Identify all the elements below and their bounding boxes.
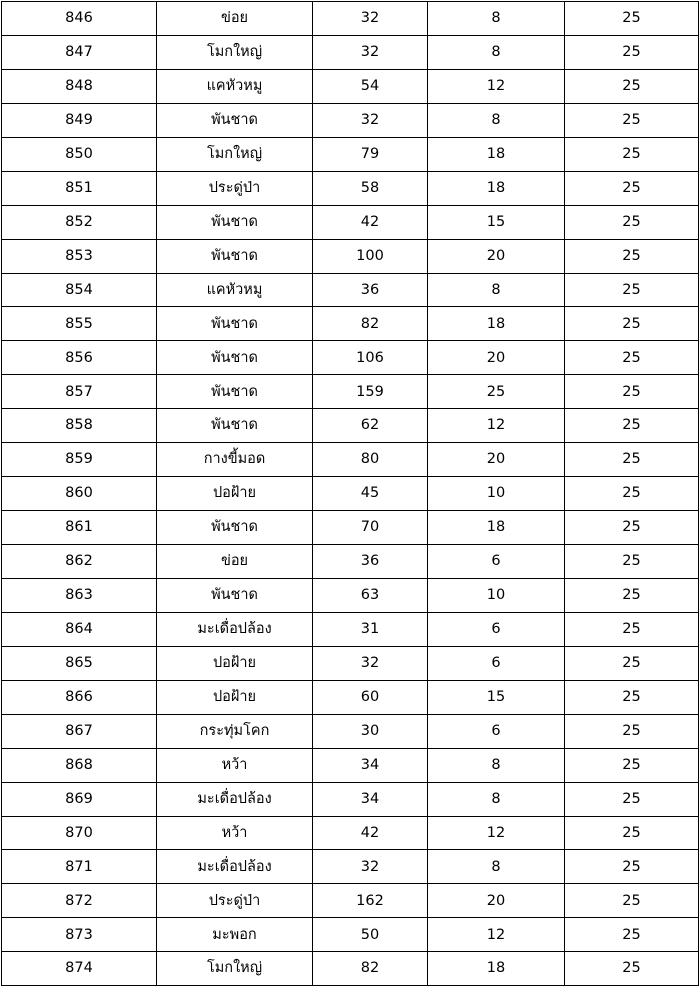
table-body <box>2 2 699 986</box>
tree-number-cell: 854 <box>2 273 157 307</box>
value-b-cell: 15 <box>428 680 565 714</box>
tree-number-cell: 863 <box>2 578 157 612</box>
value-c-cell: 25 <box>565 171 699 205</box>
value-c-cell: 25 <box>565 35 699 69</box>
table-row <box>2 511 699 545</box>
species-cell: ประดู่ป่า <box>157 884 313 918</box>
tree-number-cell: 869 <box>2 782 157 816</box>
value-b-cell: 8 <box>428 103 565 137</box>
value-b-cell: 6 <box>428 545 565 579</box>
table-row <box>2 816 699 850</box>
value-b-cell: 10 <box>428 578 565 612</box>
tree-number-cell: 873 <box>2 918 157 952</box>
value-a-cell: 42 <box>313 205 428 239</box>
value-b-cell: 20 <box>428 239 565 273</box>
value-a-cell: 82 <box>313 307 428 341</box>
value-b-cell: 8 <box>428 273 565 307</box>
table-row <box>2 680 699 714</box>
table-row <box>2 2 699 36</box>
value-a-cell: 54 <box>313 69 428 103</box>
species-cell: โมกใหญ่ <box>157 35 313 69</box>
species-cell: ปอฝ้าย <box>157 680 313 714</box>
table-row <box>2 850 699 884</box>
value-a-cell: 45 <box>313 477 428 511</box>
value-a-cell: 63 <box>313 578 428 612</box>
table-row <box>2 477 699 511</box>
value-c-cell: 25 <box>565 477 699 511</box>
tree-number-cell: 850 <box>2 137 157 171</box>
species-cell: แคหัวหมู <box>157 69 313 103</box>
table-row <box>2 307 699 341</box>
value-c-cell: 25 <box>565 884 699 918</box>
tree-data-table <box>1 1 699 986</box>
table-row <box>2 409 699 443</box>
species-cell: มะพอก <box>157 918 313 952</box>
table-row <box>2 748 699 782</box>
value-b-cell: 18 <box>428 511 565 545</box>
value-b-cell: 15 <box>428 205 565 239</box>
tree-number-cell: 852 <box>2 205 157 239</box>
value-c-cell: 25 <box>565 850 699 884</box>
species-cell: ปอฝ้าย <box>157 477 313 511</box>
species-cell: พันชาด <box>157 341 313 375</box>
value-c-cell: 25 <box>565 2 699 36</box>
tree-number-cell: 851 <box>2 171 157 205</box>
value-a-cell: 159 <box>313 375 428 409</box>
value-c-cell: 25 <box>565 443 699 477</box>
value-a-cell: 32 <box>313 103 428 137</box>
tree-number-cell: 848 <box>2 69 157 103</box>
table-row <box>2 375 699 409</box>
value-a-cell: 62 <box>313 409 428 443</box>
value-b-cell: 8 <box>428 2 565 36</box>
value-c-cell: 25 <box>565 409 699 443</box>
tree-number-cell: 857 <box>2 375 157 409</box>
value-c-cell: 25 <box>565 103 699 137</box>
species-cell: พันชาด <box>157 409 313 443</box>
value-a-cell: 36 <box>313 273 428 307</box>
species-cell: พันชาด <box>157 205 313 239</box>
tree-number-cell: 846 <box>2 2 157 36</box>
value-a-cell: 100 <box>313 239 428 273</box>
value-b-cell: 12 <box>428 816 565 850</box>
table-row <box>2 239 699 273</box>
value-b-cell: 8 <box>428 35 565 69</box>
table-row <box>2 205 699 239</box>
table-row <box>2 35 699 69</box>
species-cell: พันชาด <box>157 239 313 273</box>
table-row <box>2 443 699 477</box>
value-c-cell: 25 <box>565 137 699 171</box>
value-b-cell: 6 <box>428 714 565 748</box>
tree-number-cell: 872 <box>2 884 157 918</box>
table-row <box>2 884 699 918</box>
value-c-cell: 25 <box>565 952 699 986</box>
value-c-cell: 25 <box>565 239 699 273</box>
value-c-cell: 25 <box>565 782 699 816</box>
value-a-cell: 162 <box>313 884 428 918</box>
species-cell: โมกใหญ่ <box>157 952 313 986</box>
species-cell: กางขี้มอด <box>157 443 313 477</box>
value-a-cell: 79 <box>313 137 428 171</box>
value-a-cell: 42 <box>313 816 428 850</box>
value-a-cell: 34 <box>313 748 428 782</box>
tree-number-cell: 847 <box>2 35 157 69</box>
tree-number-cell: 871 <box>2 850 157 884</box>
value-a-cell: 106 <box>313 341 428 375</box>
species-cell: มะเดื่อปล้อง <box>157 782 313 816</box>
value-b-cell: 18 <box>428 171 565 205</box>
tree-number-cell: 861 <box>2 511 157 545</box>
value-a-cell: 30 <box>313 714 428 748</box>
table-row <box>2 612 699 646</box>
species-cell: พันชาด <box>157 103 313 137</box>
value-c-cell: 25 <box>565 545 699 579</box>
value-c-cell: 25 <box>565 375 699 409</box>
species-cell: มะเดื่อปล้อง <box>157 850 313 884</box>
tree-number-cell: 853 <box>2 239 157 273</box>
value-b-cell: 18 <box>428 307 565 341</box>
species-cell: ประดู่ป่า <box>157 171 313 205</box>
value-b-cell: 8 <box>428 850 565 884</box>
tree-number-cell: 856 <box>2 341 157 375</box>
tree-number-cell: 867 <box>2 714 157 748</box>
value-a-cell: 70 <box>313 511 428 545</box>
value-a-cell: 32 <box>313 35 428 69</box>
value-c-cell: 25 <box>565 714 699 748</box>
species-cell: พันชาด <box>157 578 313 612</box>
value-a-cell: 60 <box>313 680 428 714</box>
species-cell: พันชาด <box>157 511 313 545</box>
value-a-cell: 58 <box>313 171 428 205</box>
table-row <box>2 918 699 952</box>
tree-number-cell: 849 <box>2 103 157 137</box>
tree-number-cell: 858 <box>2 409 157 443</box>
table-row <box>2 69 699 103</box>
species-cell: กระทุ่มโคก <box>157 714 313 748</box>
value-a-cell: 32 <box>313 2 428 36</box>
value-b-cell: 20 <box>428 884 565 918</box>
tree-number-cell: 862 <box>2 545 157 579</box>
value-a-cell: 34 <box>313 782 428 816</box>
tree-number-cell: 870 <box>2 816 157 850</box>
species-cell: ปอฝ้าย <box>157 646 313 680</box>
tree-number-cell: 855 <box>2 307 157 341</box>
species-cell: พันชาด <box>157 375 313 409</box>
value-c-cell: 25 <box>565 918 699 952</box>
species-cell: หว้า <box>157 816 313 850</box>
value-b-cell: 25 <box>428 375 565 409</box>
table-row <box>2 545 699 579</box>
table-row <box>2 782 699 816</box>
value-b-cell: 8 <box>428 748 565 782</box>
tree-number-cell: 868 <box>2 748 157 782</box>
value-b-cell: 10 <box>428 477 565 511</box>
value-c-cell: 25 <box>565 816 699 850</box>
value-a-cell: 32 <box>313 646 428 680</box>
value-c-cell: 25 <box>565 307 699 341</box>
species-cell: โมกใหญ่ <box>157 137 313 171</box>
value-b-cell: 12 <box>428 409 565 443</box>
species-cell: ข่อย <box>157 2 313 36</box>
value-b-cell: 6 <box>428 646 565 680</box>
table-row <box>2 646 699 680</box>
table-row <box>2 103 699 137</box>
value-c-cell: 25 <box>565 646 699 680</box>
tree-number-cell: 864 <box>2 612 157 646</box>
value-a-cell: 31 <box>313 612 428 646</box>
species-cell: พันชาด <box>157 307 313 341</box>
value-c-cell: 25 <box>565 748 699 782</box>
value-c-cell: 25 <box>565 273 699 307</box>
tree-number-cell: 860 <box>2 477 157 511</box>
value-a-cell: 80 <box>313 443 428 477</box>
tree-number-cell: 866 <box>2 680 157 714</box>
value-a-cell: 82 <box>313 952 428 986</box>
value-c-cell: 25 <box>565 341 699 375</box>
value-b-cell: 18 <box>428 137 565 171</box>
value-b-cell: 8 <box>428 782 565 816</box>
value-c-cell: 25 <box>565 578 699 612</box>
species-cell: หว้า <box>157 748 313 782</box>
table-row <box>2 578 699 612</box>
table-row <box>2 171 699 205</box>
value-a-cell: 50 <box>313 918 428 952</box>
value-b-cell: 18 <box>428 952 565 986</box>
value-a-cell: 36 <box>313 545 428 579</box>
tree-number-cell: 874 <box>2 952 157 986</box>
table-row <box>2 273 699 307</box>
species-cell: แคหัวหมู <box>157 273 313 307</box>
value-b-cell: 12 <box>428 918 565 952</box>
value-b-cell: 12 <box>428 69 565 103</box>
tree-number-cell: 865 <box>2 646 157 680</box>
value-a-cell: 32 <box>313 850 428 884</box>
species-cell: มะเดื่อปล้อง <box>157 612 313 646</box>
table-row <box>2 714 699 748</box>
table-row <box>2 137 699 171</box>
table-row <box>2 341 699 375</box>
tree-number-cell: 859 <box>2 443 157 477</box>
value-c-cell: 25 <box>565 205 699 239</box>
value-b-cell: 20 <box>428 443 565 477</box>
value-c-cell: 25 <box>565 612 699 646</box>
value-b-cell: 6 <box>428 612 565 646</box>
value-c-cell: 25 <box>565 680 699 714</box>
value-b-cell: 20 <box>428 341 565 375</box>
value-c-cell: 25 <box>565 511 699 545</box>
species-cell: ข่อย <box>157 545 313 579</box>
value-c-cell: 25 <box>565 69 699 103</box>
table-row <box>2 952 699 986</box>
